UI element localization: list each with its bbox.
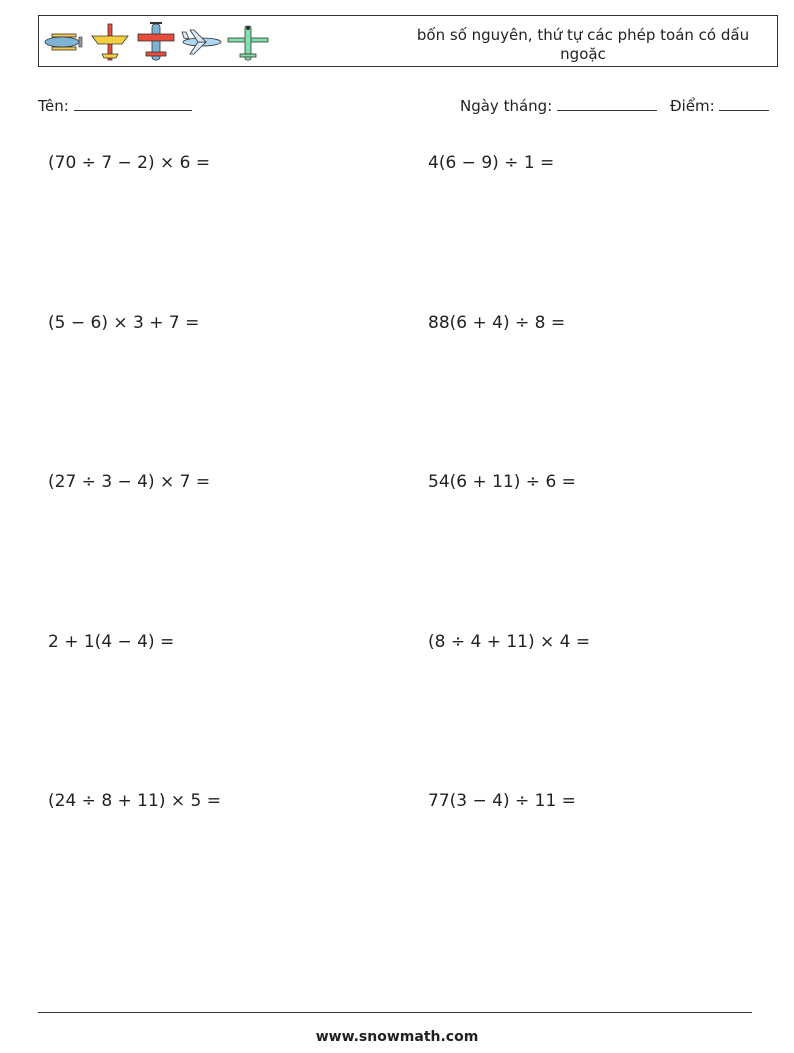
- name-line[interactable]: [74, 95, 192, 111]
- problem-6: 54(6 + 11) ÷ 6 =: [428, 472, 576, 492]
- red-plane-icon: [134, 20, 178, 64]
- biplane-icon: [42, 20, 86, 64]
- green-plane-icon: [226, 20, 270, 64]
- jet-plane-icon: [180, 20, 224, 64]
- problem-2: 4(6 − 9) ÷ 1 =: [428, 153, 555, 173]
- score-label: Điểm:: [670, 97, 715, 115]
- footer-divider: [38, 1012, 752, 1013]
- problem-4: 88(6 + 4) ÷ 8 =: [428, 313, 566, 333]
- yellow-plane-icon: [88, 20, 132, 64]
- score-field[interactable]: [670, 95, 769, 115]
- problem-7: 2 + 1(4 − 4) =: [48, 632, 175, 652]
- date-line[interactable]: [557, 95, 657, 111]
- date-field[interactable]: [460, 95, 657, 115]
- name-field[interactable]: [38, 95, 192, 115]
- worksheet-title: bốn số nguyên, thứ tự các phép toán có dấu ngoặc: [416, 26, 750, 63]
- problem-8: (8 ÷ 4 + 11) × 4 =: [428, 632, 591, 652]
- problem-3: (5 − 6) × 3 + 7 =: [48, 313, 200, 333]
- score-line[interactable]: [719, 95, 769, 111]
- problem-5: (27 ÷ 3 − 4) × 7 =: [48, 472, 211, 492]
- problem-9: (24 ÷ 8 + 11) × 5 =: [48, 791, 221, 811]
- header-box: [38, 15, 778, 67]
- footer-website[interactable]: www.snowmath.com: [315, 1029, 479, 1045]
- problem-1: (70 ÷ 7 − 2) × 6 =: [48, 153, 211, 173]
- problem-10: 77(3 − 4) ÷ 11 =: [428, 791, 576, 811]
- name-label: Tên:: [38, 97, 69, 115]
- date-label: Ngày tháng:: [460, 97, 553, 115]
